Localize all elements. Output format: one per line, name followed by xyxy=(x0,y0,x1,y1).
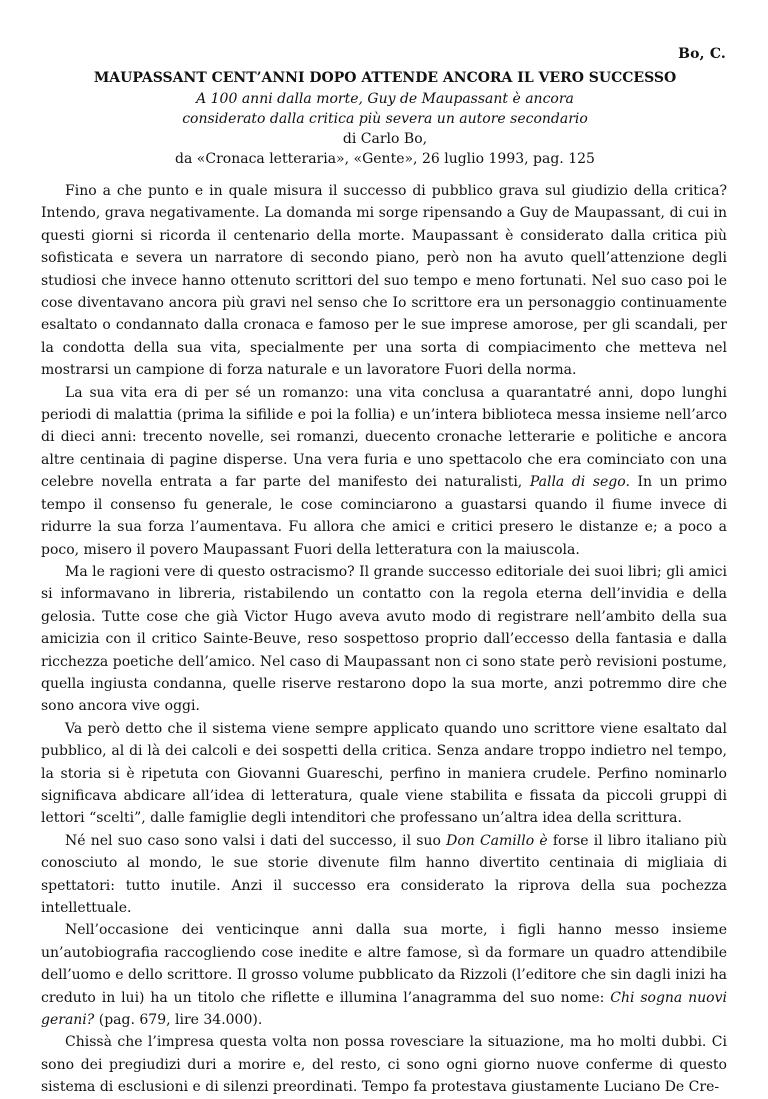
paragraph-6 xyxy=(41,919,727,1031)
paragraph-4: Va però detto che il sistema viene sempre applicato quando uno scrittore viene esaltato dal pubblico, al di là dei calcoli e dei sospetti della critica. Senza andare troppo indietro nel tempo, la storia si è ripetuta con Giovanni Guareschi, perfino in maniera crudele. Perfino nominarlo significava abdicare all’idea di letteratura, quale viene stabilita e fissata da piccoli gruppi di lettori “scelti”, dalle famiglie degli intenditori che professano un’altra idea della scrittura. xyxy=(41,720,727,827)
article-title: MAUPASSANT CENT’ANNI DOPO ATTENDE ANCORA IL VERO SUCCESSO xyxy=(93,70,677,86)
paragraph-7: Chissà che l’impresa questa volta non possa rovesciare la situazione, ma ho molti dubbi. Ci sono dei pregiudizi duri a morire e, del resto, ci sono ogni giorno nuove conferme di questo sistema di esclusioni e di silenzi preordinati. Tempo fa protestava giustamente Luciano De Cre- xyxy=(41,1034,727,1096)
paragraph-2-text-b: In un primo tempo il consenso fu generale, le cose cominciarono a guastarsi quando il fiume invece di ridurre la sua forza l’aumentava. Fu allora che amici e critici presero le distanze e; a poco a poco, misero il povero Maupassant Fuori della letteratura con la maiuscola. xyxy=(41,474,728,558)
paragraph-5-text-a: Né nel suo caso sono valsi i dati del successo, il suo xyxy=(65,832,447,849)
author-tag: Bo, C. xyxy=(678,46,726,62)
article-byline: di Carlo Bo, xyxy=(342,131,428,147)
paragraph-6-text-b: (pag. 679, lire 34.000). xyxy=(94,1012,263,1029)
paragraph-6-text-a: Nell’occasione dei venticinque anni dalla sua morte, i figli hanno messo insieme un’autobiografia raccogliendo cose inedite e altre famose, sì da formare un quadro attendibile dell’uomo e dello scrittore. Il grosso volume pubblicato da Rizzoli (l’editore che sin dagli inizi ha creduto in lui) ha un titolo che riflette e illumina l’anagramma del suo nome: xyxy=(41,922,727,1006)
paragraph-3: Ma le ragioni vere di questo ostracismo? Il grande successo editoriale dei suoi libri; gli amici si informavano in libreria, ristabilendo un contatto con la regola eterna dell’invidia e della gelosia. Tutte cose che già Victor Hugo aveva avuto modo di registrare nell’ambito della sua amicizia con il critico Sainte-Beuve, reso sospettoso proprio dall’eccesso della fantasia e dalla ricchezza poetiche dell’amico. Nel caso di Maupassant non ci sono state però revisioni postume, quella ingiusta condanna, quelle riserve restarono dopo la sua morte, anzi potremmo dire che sono ancora vive oggi. xyxy=(41,563,727,715)
paragraph-2-text-a: La sua vita era di per sé un romanzo: una vita conclusa a quarantatré anni, dopo lunghi periodi di malattia (prima la sifilide e poi la follia) e un’intera biblioteca messa insieme nell’arco di dieci anni: trecento novelle, sei romanzi, duecento cronache letterarie e politiche e ancora altre centinaia di pagine disperse. Una vera furia e uno spettacolo che era cominciato con una celebre novella entrata a far parte del manifesto dei naturalisti, xyxy=(41,384,727,491)
article-body xyxy=(41,180,727,1099)
paragraph-1: Fino a che punto e in quale misura il successo di pubblico grava sul giudizio della critica? Intendo, grava negativamente. La domanda mi sorge ripensando a Guy de Maupassant, di cui in questi giorni si ricorda il centenario della morte. Maupassant è considerato dalla critica più sofisticata e severa un narratore di secondo piano, però non ha avuto quell’attenzione degli studiosi che invece hanno ottenuto scrittori del suo tempo e meno fortunati. Nel suo caso poi le cose diventavano ancora più gravi nel senso che Io scrittore era un personaggio continuamente esaltato o condannato dalla cronaca e famoso per le sue imprese amorose, per gli scandali, per la condotta della sua vita, specialmente per una sorta di compiacimento che metteva nel mostrarsi un campione di forza naturale e un lavoratore Fuori della norma. xyxy=(41,183,727,379)
book-title-chi-sogna-nuovi-gerani: Chi sogna nuovi gerani? xyxy=(41,989,727,1029)
paragraph-5 xyxy=(41,830,727,920)
article-source: da «Cronaca letteraria», «Gente», 26 luglio 1993, pag. 125 xyxy=(175,151,595,167)
paragraph-2 xyxy=(41,382,727,561)
article-header xyxy=(40,68,730,169)
article-subtitle-line-1: A 100 anni dalla morte, Guy de Maupassant è ancora xyxy=(196,91,574,107)
book-title-don-camillo: Don Camillo è xyxy=(446,832,548,849)
paragraph-5-text-b: forse il libro italiano più conosciuto al mondo, le sue storie divenute film hanno divertito centinaia di migliaia di spettatori: tutto inutile. Anzi il successo era considerato la riprova della sua pochezza intellettuale. xyxy=(41,832,727,916)
book-title-palla-di-sego: Palla di sego. xyxy=(529,474,630,491)
article-subtitle-line-2: considerato dalla critica più severa un autore secondario xyxy=(182,111,588,127)
